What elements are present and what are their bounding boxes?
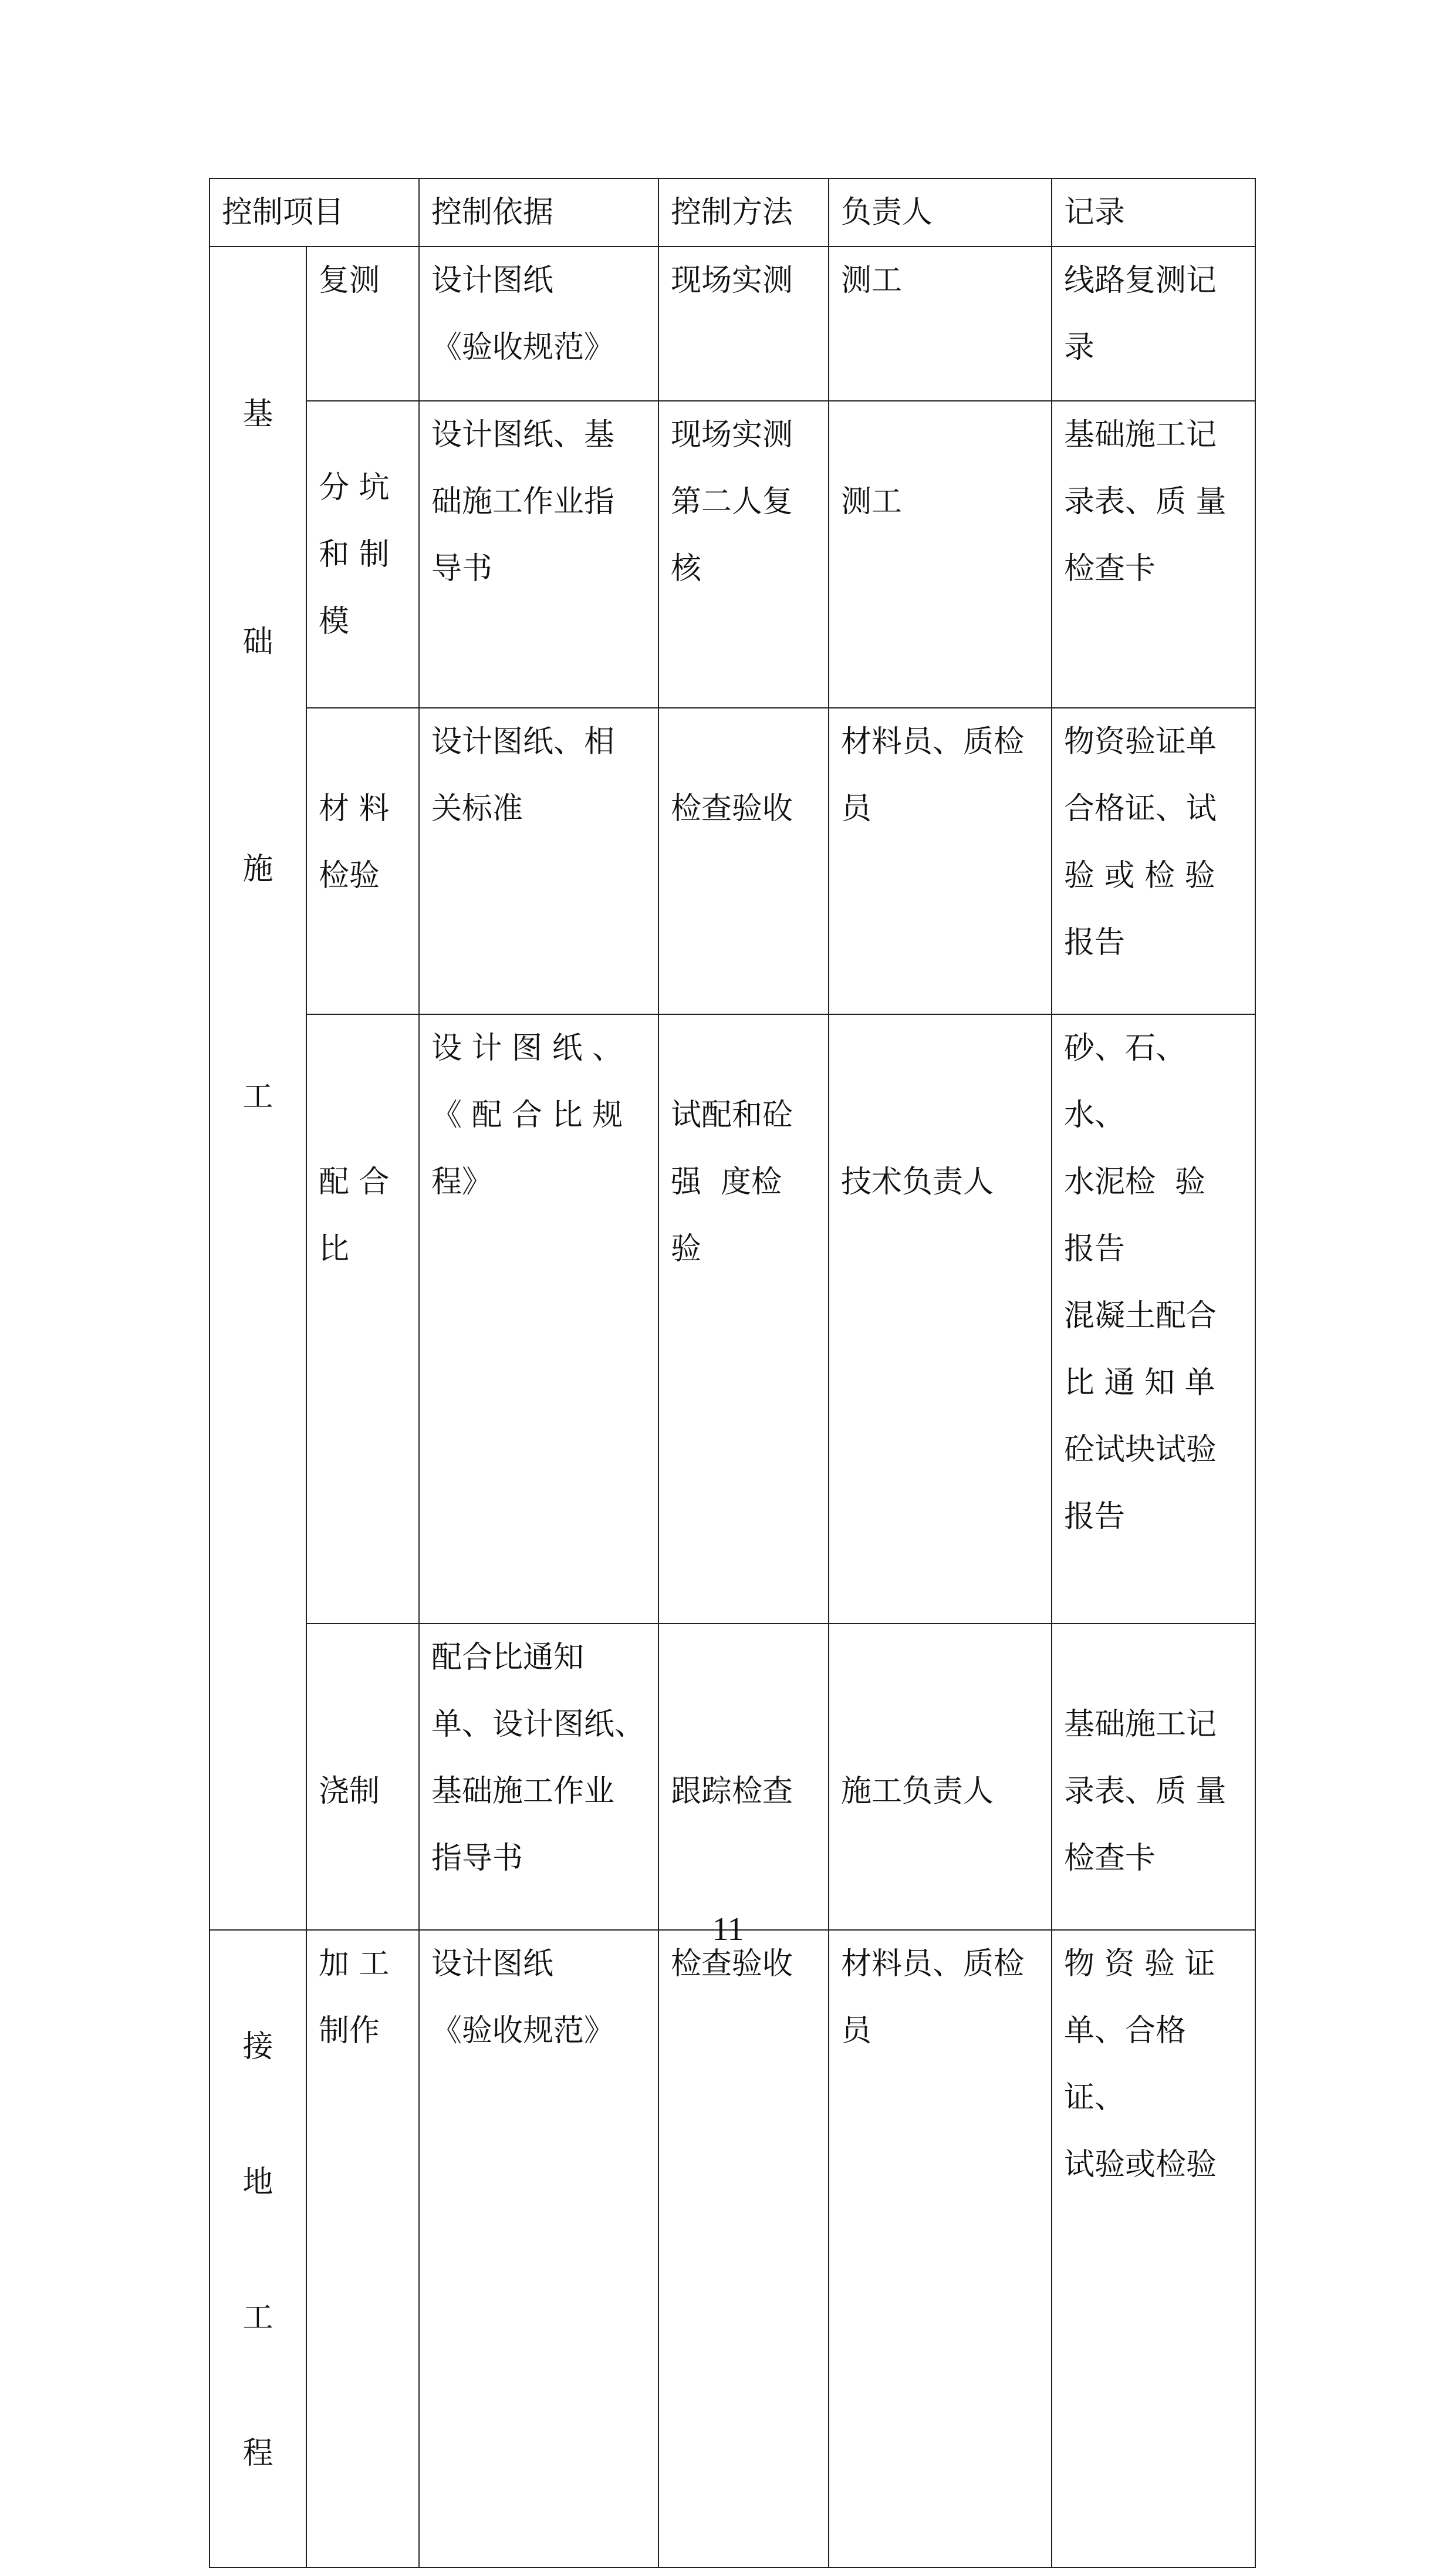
row-basis: 设计图纸、相 关标准 <box>419 708 658 1014</box>
row-record: 砂、石、水、 水泥检 验 报告 混凝土配合 比 通 知 单 砼试块试验 报告 <box>1052 1014 1255 1624</box>
row-method: 现场实测 第二人复 核 <box>658 401 829 707</box>
row-record: 物资验证单 合格证、试 验 或 检 验 报告 <box>1052 708 1255 1014</box>
quality-control-table <box>209 178 1256 2568</box>
row-person: 材料员、质检 员 <box>829 708 1052 1014</box>
row-method: 跟踪检查 <box>658 1624 829 1930</box>
header-control-item: 控制项目 <box>210 178 419 247</box>
row-basis: 配合比通知 单、设计图纸、 基础施工作业 指导书 <box>419 1624 658 1930</box>
row-method: 试配和砼 强 度检 验 <box>658 1014 829 1624</box>
row-record: 线路复测记 录 <box>1052 247 1255 401</box>
row-item: 分 坑 和 制 模 <box>306 401 419 707</box>
row-record: 基础施工记 录表、质 量 检查卡 <box>1052 1624 1255 1930</box>
row-basis: 设计图纸、基 础施工作业指 导书 <box>419 401 658 707</box>
row-person: 测工 <box>829 401 1052 707</box>
row-item: 配 合 比 <box>306 1014 419 1624</box>
category-foundation-construction: 基 础 施 工 <box>210 247 306 1930</box>
row-item: 浇制 <box>306 1624 419 1930</box>
row-item: 加 工 制作 <box>306 1930 419 2567</box>
row-record: 基础施工记 录表、质 量 检查卡 <box>1052 401 1255 707</box>
table-row <box>210 247 1255 401</box>
row-person: 技术负责人 <box>829 1014 1052 1624</box>
row-item: 复测 <box>306 247 419 401</box>
row-person: 施工负责人 <box>829 1624 1052 1930</box>
table-row <box>210 1014 1255 1624</box>
category-grounding-project: 接 地 工 程 <box>210 1930 306 2567</box>
table-row <box>210 1930 1255 2567</box>
row-basis: 设 计 图 纸 、 《 配 合 比 规 程》 <box>419 1014 658 1624</box>
table-row <box>210 708 1255 1014</box>
header-responsible-person: 负责人 <box>829 178 1052 247</box>
table-header-row <box>210 178 1255 247</box>
row-record: 物 资 验 证 单、合格证、 试验或检验 <box>1052 1930 1255 2567</box>
header-control-basis: 控制依据 <box>419 178 658 247</box>
row-basis: 设计图纸 《验收规范》 <box>419 1930 658 2567</box>
table-row <box>210 1624 1255 1930</box>
row-method: 检查验收 <box>658 708 829 1014</box>
row-method: 现场实测 <box>658 247 829 401</box>
row-method: 检查验收 <box>658 1930 829 2567</box>
row-person: 材料员、质检 员 <box>829 1930 1052 2567</box>
row-person: 测工 <box>829 247 1052 401</box>
row-item: 材 料 检验 <box>306 708 419 1014</box>
page-number: 11 <box>712 1911 744 1948</box>
table-row <box>210 401 1255 707</box>
header-record: 记录 <box>1052 178 1255 247</box>
header-control-method: 控制方法 <box>658 178 829 247</box>
row-basis: 设计图纸 《验收规范》 <box>419 247 658 401</box>
